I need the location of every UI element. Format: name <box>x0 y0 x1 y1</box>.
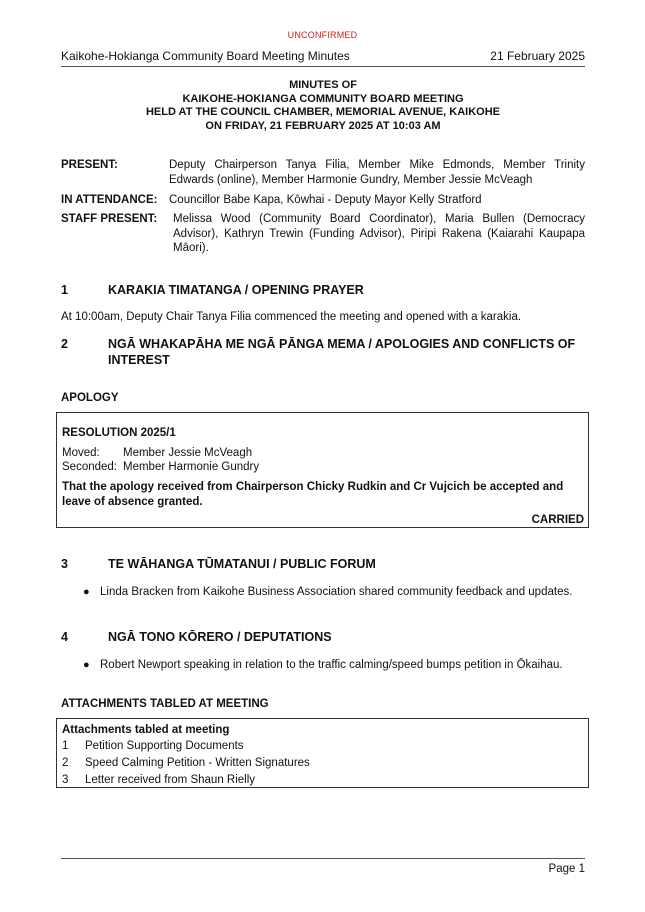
title-line-2: KAIKOHE-HOKIANGA COMMUNITY BOARD MEETING <box>182 92 464 105</box>
in-attendance-text: Councillor Babe Kapa, Kōwhai - Deputy Mayor Kelly Stratford <box>169 194 482 206</box>
bullet-icon: ● <box>83 586 90 598</box>
attachment-title: Petition Supporting Documents <box>85 740 244 752</box>
attachments-box-title: Attachments tabled at meeting <box>62 724 230 736</box>
seconded-row <box>62 461 259 473</box>
section-1-title: KARAKIA TIMATANGA / OPENING PRAYER <box>108 283 364 297</box>
section-3-title: TE WĀHANGA TŪMATANUI / PUBLIC FORUM <box>108 557 376 571</box>
resolution-box <box>56 412 589 528</box>
page-number: Page 1 <box>548 863 585 875</box>
section-3-number: 3 <box>61 557 68 571</box>
header-document-title: Kaikohe-Hokianga Community Board Meeting Minutes <box>61 49 350 63</box>
resolution-status: CARRIED <box>531 514 584 526</box>
section-2-number: 2 <box>61 337 68 351</box>
public-forum-text: Linda Bracken from Kaikohe Business Association shared community feedback and updates. <box>100 586 573 598</box>
attendance-in-attendance <box>61 193 585 208</box>
seconded-label: Seconded: <box>62 461 117 473</box>
deputations-item <box>83 657 585 673</box>
minutes-title <box>61 79 585 133</box>
public-forum-item <box>83 584 585 600</box>
seconded-value: Member Harmonie Gundry <box>123 461 260 473</box>
section-2-title: NGĀ WHAKAPĀHA ME NGĀ PĀNGA MEMA / APOLOGIES AND CONFLICTS OF INTEREST <box>108 337 576 367</box>
attachment-number: 1 <box>62 740 69 752</box>
apology-label: APOLOGY <box>61 392 119 404</box>
attachment-title: Letter received from Shaun Rielly <box>85 774 256 786</box>
attachment-number: 3 <box>62 774 69 786</box>
section-1-number: 1 <box>61 283 68 297</box>
deputations-text: Robert Newport speaking in relation to the traffic calming/speed bumps petition in Ōkaihau. <box>100 659 563 671</box>
attachments-label: ATTACHMENTS TABLED AT MEETING <box>61 698 269 710</box>
section-3-heading <box>61 556 585 572</box>
attachment-item <box>62 774 255 786</box>
attachments-box <box>56 718 589 788</box>
title-line-1: MINUTES OF <box>289 79 357 91</box>
title-line-4: ON FRIDAY, 21 FEBRUARY 2025 AT 10:03 AM <box>205 119 441 132</box>
section-4-heading <box>61 629 585 645</box>
attachment-title: Speed Calming Petition - Written Signatures <box>85 757 310 769</box>
attendance-present <box>61 158 585 187</box>
footer-divider <box>61 858 585 859</box>
attachment-number: 2 <box>62 757 69 769</box>
moved-row <box>62 447 252 459</box>
staff-label: STAFF PRESENT: <box>61 213 158 225</box>
title-line-3: HELD AT THE COUNCIL CHAMBER, MEMORIAL AVENUE, KAIKOHE <box>145 106 501 118</box>
staff-text: Melissa Wood (Community Board Coordinator), Maria Bullen (Democracy Advisor), Kathryn Trewin (Funding Advisor), Piripi Rakena (Kaiarahi Kaupapa Māori). <box>173 213 585 254</box>
present-text: Deputy Chairperson Tanya Filia, Member Mike Edmonds, Member Trinity Edwards (online), Member Harmonie Gundry, Member Jessie McVeagh <box>169 159 585 186</box>
section-2-heading <box>61 336 585 368</box>
section-4-number: 4 <box>61 630 68 644</box>
moved-value: Member Jessie McVeagh <box>123 447 253 459</box>
header-date: 21 February 2025 <box>490 49 585 63</box>
resolution-motion: That the apology received from Chairperson Chicky Rudkin and Cr Vujcich be accepted and leave of absence granted. <box>62 481 564 508</box>
in-attendance-label: IN ATTENDANCE: <box>61 194 158 206</box>
attendance-staff <box>61 212 585 256</box>
bullet-icon: ● <box>83 659 90 671</box>
section-1-text: At 10:00am, Deputy Chair Tanya Filia commenced the meeting and opened with a karakia. <box>61 311 522 323</box>
page-header <box>61 49 585 67</box>
present-label: PRESENT: <box>61 159 118 171</box>
section-4-title: NGĀ TONO KŌRERO / DEPUTATIONS <box>108 630 332 644</box>
unconfirmed-watermark: UNCONFIRMED <box>287 30 358 40</box>
attachment-item <box>62 757 310 769</box>
section-1-heading <box>61 282 585 298</box>
attachment-item <box>62 740 244 752</box>
resolution-number: RESOLUTION 2025/1 <box>62 427 176 439</box>
moved-label: Moved: <box>62 447 100 459</box>
